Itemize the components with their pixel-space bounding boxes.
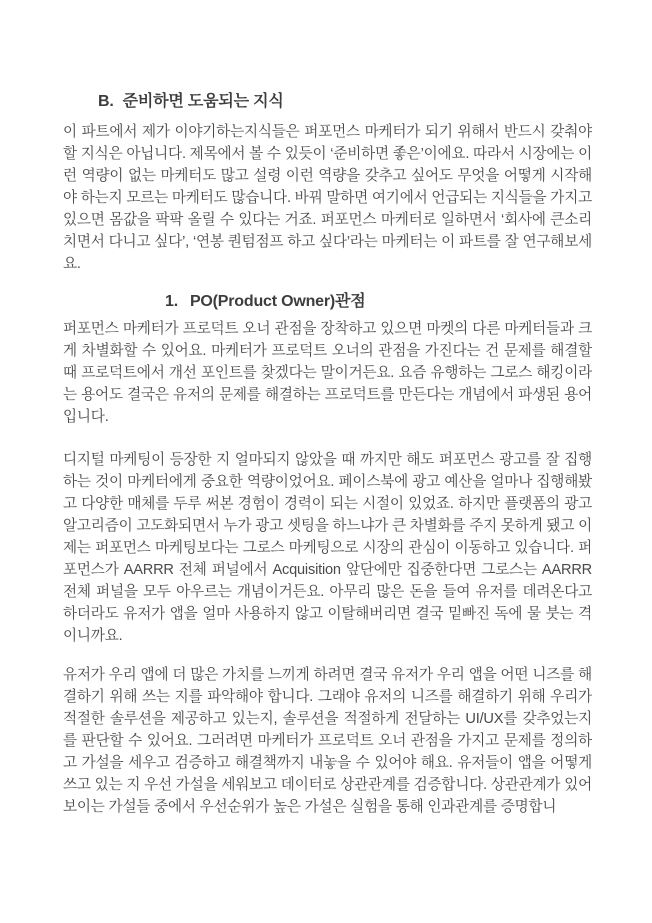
body-paragraph-2: 디지털 마케팅이 등장한 지 얼마되지 않았을 때 까지만 해도 퍼포먼스 광고를 잘 집행하는 것이 마케터에게 중요한 역량이었어요. 페이스북에 광고 예산을 얼마나 집행해봤고 다양한 매체를 두루 써본 경험이 경력이 되는 시절이 있었죠. 하지만 플랫폼의 광고 알고리즘이 고도화되면서 누가 광고 셋팅을 하느냐가 큰 차별화를 주지 못하게 됐고 이제는 퍼포먼스 마케팅보다는 그로스 마케팅으로 시장의 관심이 이동하고 있습니다. 퍼포먼스가 AARRR 전체 퍼널에서 Acquisition 앞단에만 집중한다면 그로스는 AARRR 전체 퍼널을 모두 아우르는 개념이거든요. 아무리 많은 돈을 들여 유저를 데려온다고 하더라도 유저가 앱을 얼마 사용하지 않고 이탈해버리면 결국 밑빠진 독에 물 붓는 격이니까요.: [63, 452, 592, 644]
subsection-heading-title: PO(Product Owner)관점: [189, 293, 366, 310]
subsection-heading-number: 1.: [165, 293, 178, 310]
body-paragraph-1: 퍼포먼스 마케터가 프로덕트 오너 관점을 장착하고 있으면 마켓의 다른 마케터들과 크게 차별화할 수 있어요. 마케터가 프로덕트 오너의 관점을 가진다는 건 문제를 해결할 때 프로덕트에서 개선 포인트를 찾겠다는 말이거든요. 요즘 유행하는 그로스 해킹이라는 용어도 결국은 유저의 문제를 해결하는 프로덕트를 만든다는 개념에서 파생된 용어입니다.: [63, 321, 592, 425]
section-heading: [98, 91, 592, 113]
intro-paragraph: 이 파트에서 제가 이야기하는지식들은 퍼포먼스 마케터가 되기 위해서 반드시 갖춰야 할 지식은 아닙니다. 제목에서 볼 수 있듯이 ‘준비하면 좋은’이에요. 따라서 시장에는 이런 역량이 없는 마케터도 많고 설령 이런 역량을 갖추고 싶어도 무엇을 어떻게 시작해야 하는지 모르는 마케터도 많습니다. 바꿔 말하면 여기에서 언급되는 지식들을 가지고 있으면 몸값을 팍팍 올릴 수 있다는 거죠. 퍼포먼스 마케터로 일하면서 ‘회사에 큰소리 치면서 다니고 싶다’, ‘연봉 퀀텀점프 하고 싶다’라는 마케터는 이 파트를 잘 연구해보세요.: [63, 124, 592, 272]
subsection-heading: [165, 291, 592, 313]
section-heading-title: 준비하면 도움되는 지식: [122, 93, 284, 110]
section-heading-number: B.: [98, 93, 114, 110]
body-paragraph-3: 유저가 우리 앱에 더 많은 가치를 느끼게 하려면 결국 유저가 우리 앱을 어떤 니즈를 해결하기 위해 쓰는 지를 파악해야 합니다. 그래야 유저의 니즈를 해결하기 위해 우리가 적절한 솔루션을 제공하고 있는지, 솔루션을 적절하게 전달하는 UI/UX를 갖추었는지를 판단할 수 있어요. 그러려면 마케터가 프로덕트 오너 관점을 가지고 문제를 정의하고 가설을 세우고 검증하고 해결책까지 내놓을 수 있어야 해요. 유저들이 앱을 어떻게 쓰고 있는 지 우선 가설을 세워보고 데이터로 상관관계를 검증합니다. 상관관계가 있어 보이는 가설들 중에서 우선순위가 높은 가설은 실험을 통해 인과관계를 증명합니: [63, 667, 592, 815]
